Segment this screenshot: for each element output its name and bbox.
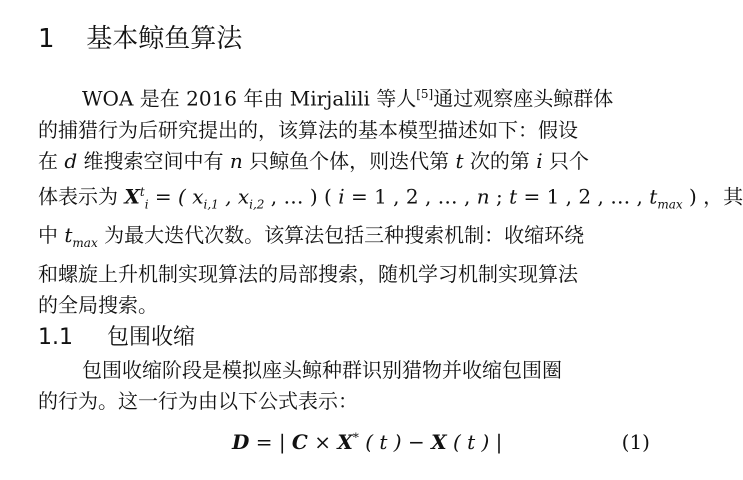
- p1-l4-end: ) ，其: [682, 184, 743, 209]
- p1-l3-e: 只个: [542, 148, 590, 173]
- p1-l4-semi: ;: [489, 184, 510, 209]
- p1-l5-b: 为最大迭代次数。该算法包括三种搜索机制：收缩环绕: [97, 223, 585, 248]
- subsection-title: 包围收缩: [107, 325, 196, 350]
- p1-l3-b: 维搜索空间中有: [77, 148, 230, 173]
- var-t-3: t: [649, 184, 658, 209]
- eq-minus: −: [407, 430, 432, 454]
- var-t-2: t: [509, 184, 518, 209]
- sub-i1: i,1: [203, 197, 219, 212]
- eq-t2: ( t ) |: [446, 430, 503, 454]
- p1-line-4: [38, 177, 743, 221]
- sup-t: t: [139, 184, 145, 199]
- paragraph-2: [38, 355, 658, 417]
- sub-max: max: [657, 197, 683, 212]
- sub-i2: i,2: [249, 197, 265, 212]
- equation-formula: [232, 430, 502, 454]
- p1-line-7: 的全局搜索。: [38, 293, 158, 318]
- p1-l4-eq1: = 1 , 2 , … ,: [344, 184, 477, 209]
- p1-line-1: [38, 79, 658, 115]
- equation-number: (1): [621, 430, 650, 454]
- var-i-2: i: [338, 184, 345, 209]
- p1-l4-mid: = ( x: [148, 184, 204, 209]
- p1-line-2: 的捕猎行为后研究提出的，该算法的基本模型描述如下：假设: [38, 117, 578, 142]
- var-t: t: [455, 148, 464, 173]
- eq-X1: X: [337, 430, 353, 454]
- p1-l4-comma1: , x: [218, 184, 250, 209]
- eq-star: *: [352, 430, 359, 445]
- p2-line-1: 包围收缩阶段是模拟座头鲸种群识别猎物并收缩包围圈: [82, 358, 562, 382]
- section-title: 基本鲸鱼算法: [86, 24, 243, 54]
- section-heading: [38, 18, 242, 55]
- eq-times: ×: [307, 430, 338, 454]
- p1-l4-prefix: 体表示为: [38, 184, 125, 209]
- eq-open: = |: [249, 430, 292, 454]
- var-X-bold: X: [124, 184, 140, 209]
- p2-line-2: 的行为。这一行为由以下公式表示：: [38, 389, 358, 413]
- subsection-heading: [38, 320, 195, 351]
- p1-l4-tail1: , … ) (: [264, 184, 339, 209]
- var-tmax: t: [64, 223, 73, 248]
- var-n-2: n: [476, 184, 490, 209]
- citation-5[interactable]: [5]: [416, 87, 434, 101]
- p1-line-3: [38, 146, 658, 177]
- eq-t1: ( t ): [358, 430, 408, 454]
- p1-line-1-text-b: 通过观察座头鲸群体: [433, 86, 614, 111]
- p1-line-6: 和螺旋上升机制实现算法的局部搜索，随机学习机制实现算法: [38, 262, 578, 287]
- var-d: d: [64, 148, 78, 173]
- eq-C: C: [291, 430, 308, 454]
- var-n: n: [229, 148, 243, 173]
- p1-l5-a: 中: [38, 223, 65, 248]
- p1-l3-d: 次的第: [463, 148, 537, 173]
- p1-l3-c: 只鲸鱼个体，则迭代第: [242, 148, 456, 173]
- p1-line-5: [38, 220, 658, 259]
- p1-l4-eq2: = 1 , 2 , … ,: [517, 184, 650, 209]
- section-number: 1: [38, 24, 55, 54]
- sub-max-2: max: [72, 236, 98, 251]
- subsection-number: 1.1: [38, 325, 73, 350]
- eq-D: D: [232, 430, 250, 454]
- eq-X2: X: [431, 430, 447, 454]
- sub-i: i: [144, 197, 149, 212]
- p1-l3-a: 在: [38, 148, 65, 173]
- equation-1: [0, 428, 700, 460]
- var-i: i: [536, 148, 543, 173]
- p1-line-1-text-a: WOA 是在 2016 年由 Mirjalili 等人: [82, 86, 417, 111]
- paragraph-1: [38, 79, 743, 321]
